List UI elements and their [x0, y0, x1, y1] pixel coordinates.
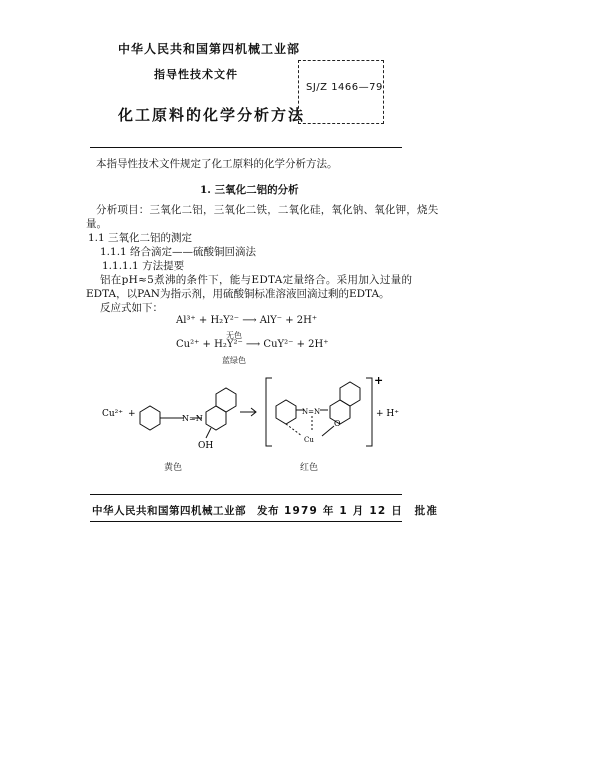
section-heading: 1. 三氧化二铝的分析	[200, 184, 299, 196]
complex-bracket-right	[366, 378, 372, 446]
analysis-items-line1: 分析项目：三氧化二铝，三氧化二铁，二氧化硅，氧化钠、氧化钾，烧失	[96, 204, 439, 216]
copper-center-label: Cu	[304, 436, 314, 444]
pan-complex-structure	[90, 372, 420, 472]
standard-number: SJ/Z 1466—79	[306, 82, 383, 93]
issuer-line: 中华人民共和国第四机械工业部 发布	[92, 505, 279, 517]
azo-group-label: N=N	[182, 414, 203, 423]
method-paragraph-line1: 铝在pH≈5煮沸的条件下，能与EDTA定量络合。采用加入过量的	[100, 274, 413, 286]
subsection-1-1-1: 1.1.1 络合滴定——硫酸铜回滴法	[100, 246, 257, 258]
intro-text: 本指导性技术文件规定了化工原料的化学分析方法。	[96, 158, 338, 170]
subsection-1-1: 1.1 三氧化二铝的测定	[88, 232, 193, 244]
complex-bracket-left	[266, 378, 272, 446]
reaction-label-1: 无色	[226, 331, 242, 340]
footer-bottom-rule	[90, 521, 402, 522]
ministry-name: 中华人民共和国第四机械工业部	[118, 42, 301, 56]
analysis-items-line2: 量。	[86, 218, 107, 230]
subsection-1-1-1-1: 1.1.1.1 方法提要	[102, 260, 185, 272]
reaction-label-2: 蓝绿色	[222, 356, 246, 365]
document-title: 化工原料的化学分析方法	[118, 106, 306, 124]
reaction-equation-1: Al³⁺ + H₂Y²⁻ ⟶ AlY⁻ + 2H⁺	[176, 315, 318, 326]
document-type: 指导性技术文件	[154, 68, 238, 81]
product-color-label: 红色	[300, 463, 319, 473]
naphthol-ring-lower	[206, 406, 226, 430]
proton-product: + H⁺	[376, 409, 400, 419]
approval-date: 1979 年 1 月 12 日 批准	[284, 505, 439, 517]
oxygen-label: O	[334, 419, 341, 428]
reaction-intro: 反应式如下：	[100, 302, 163, 314]
method-paragraph-line2: EDTA，以PAN为指示剂，用硫酸铜标准溶液回滴过剩的EDTA。	[86, 288, 390, 300]
complex-charge: +	[374, 374, 384, 387]
hydroxyl-label: OH	[198, 441, 214, 451]
reactant-color-label: 黄色	[164, 463, 183, 473]
plus-sign: +	[128, 409, 136, 419]
pyridine-ring	[140, 406, 160, 430]
naphthol-ring-upper	[216, 388, 236, 412]
header-divider	[90, 147, 402, 148]
complex-azo-label: N=N	[302, 408, 321, 416]
reaction-equation-2: Cu²⁺ + H₂Y²⁻ ⟶ CuY²⁻ + 2H⁺	[176, 339, 329, 350]
copper-ion-label: Cu²⁺	[102, 409, 124, 419]
footer-divider	[90, 494, 402, 495]
